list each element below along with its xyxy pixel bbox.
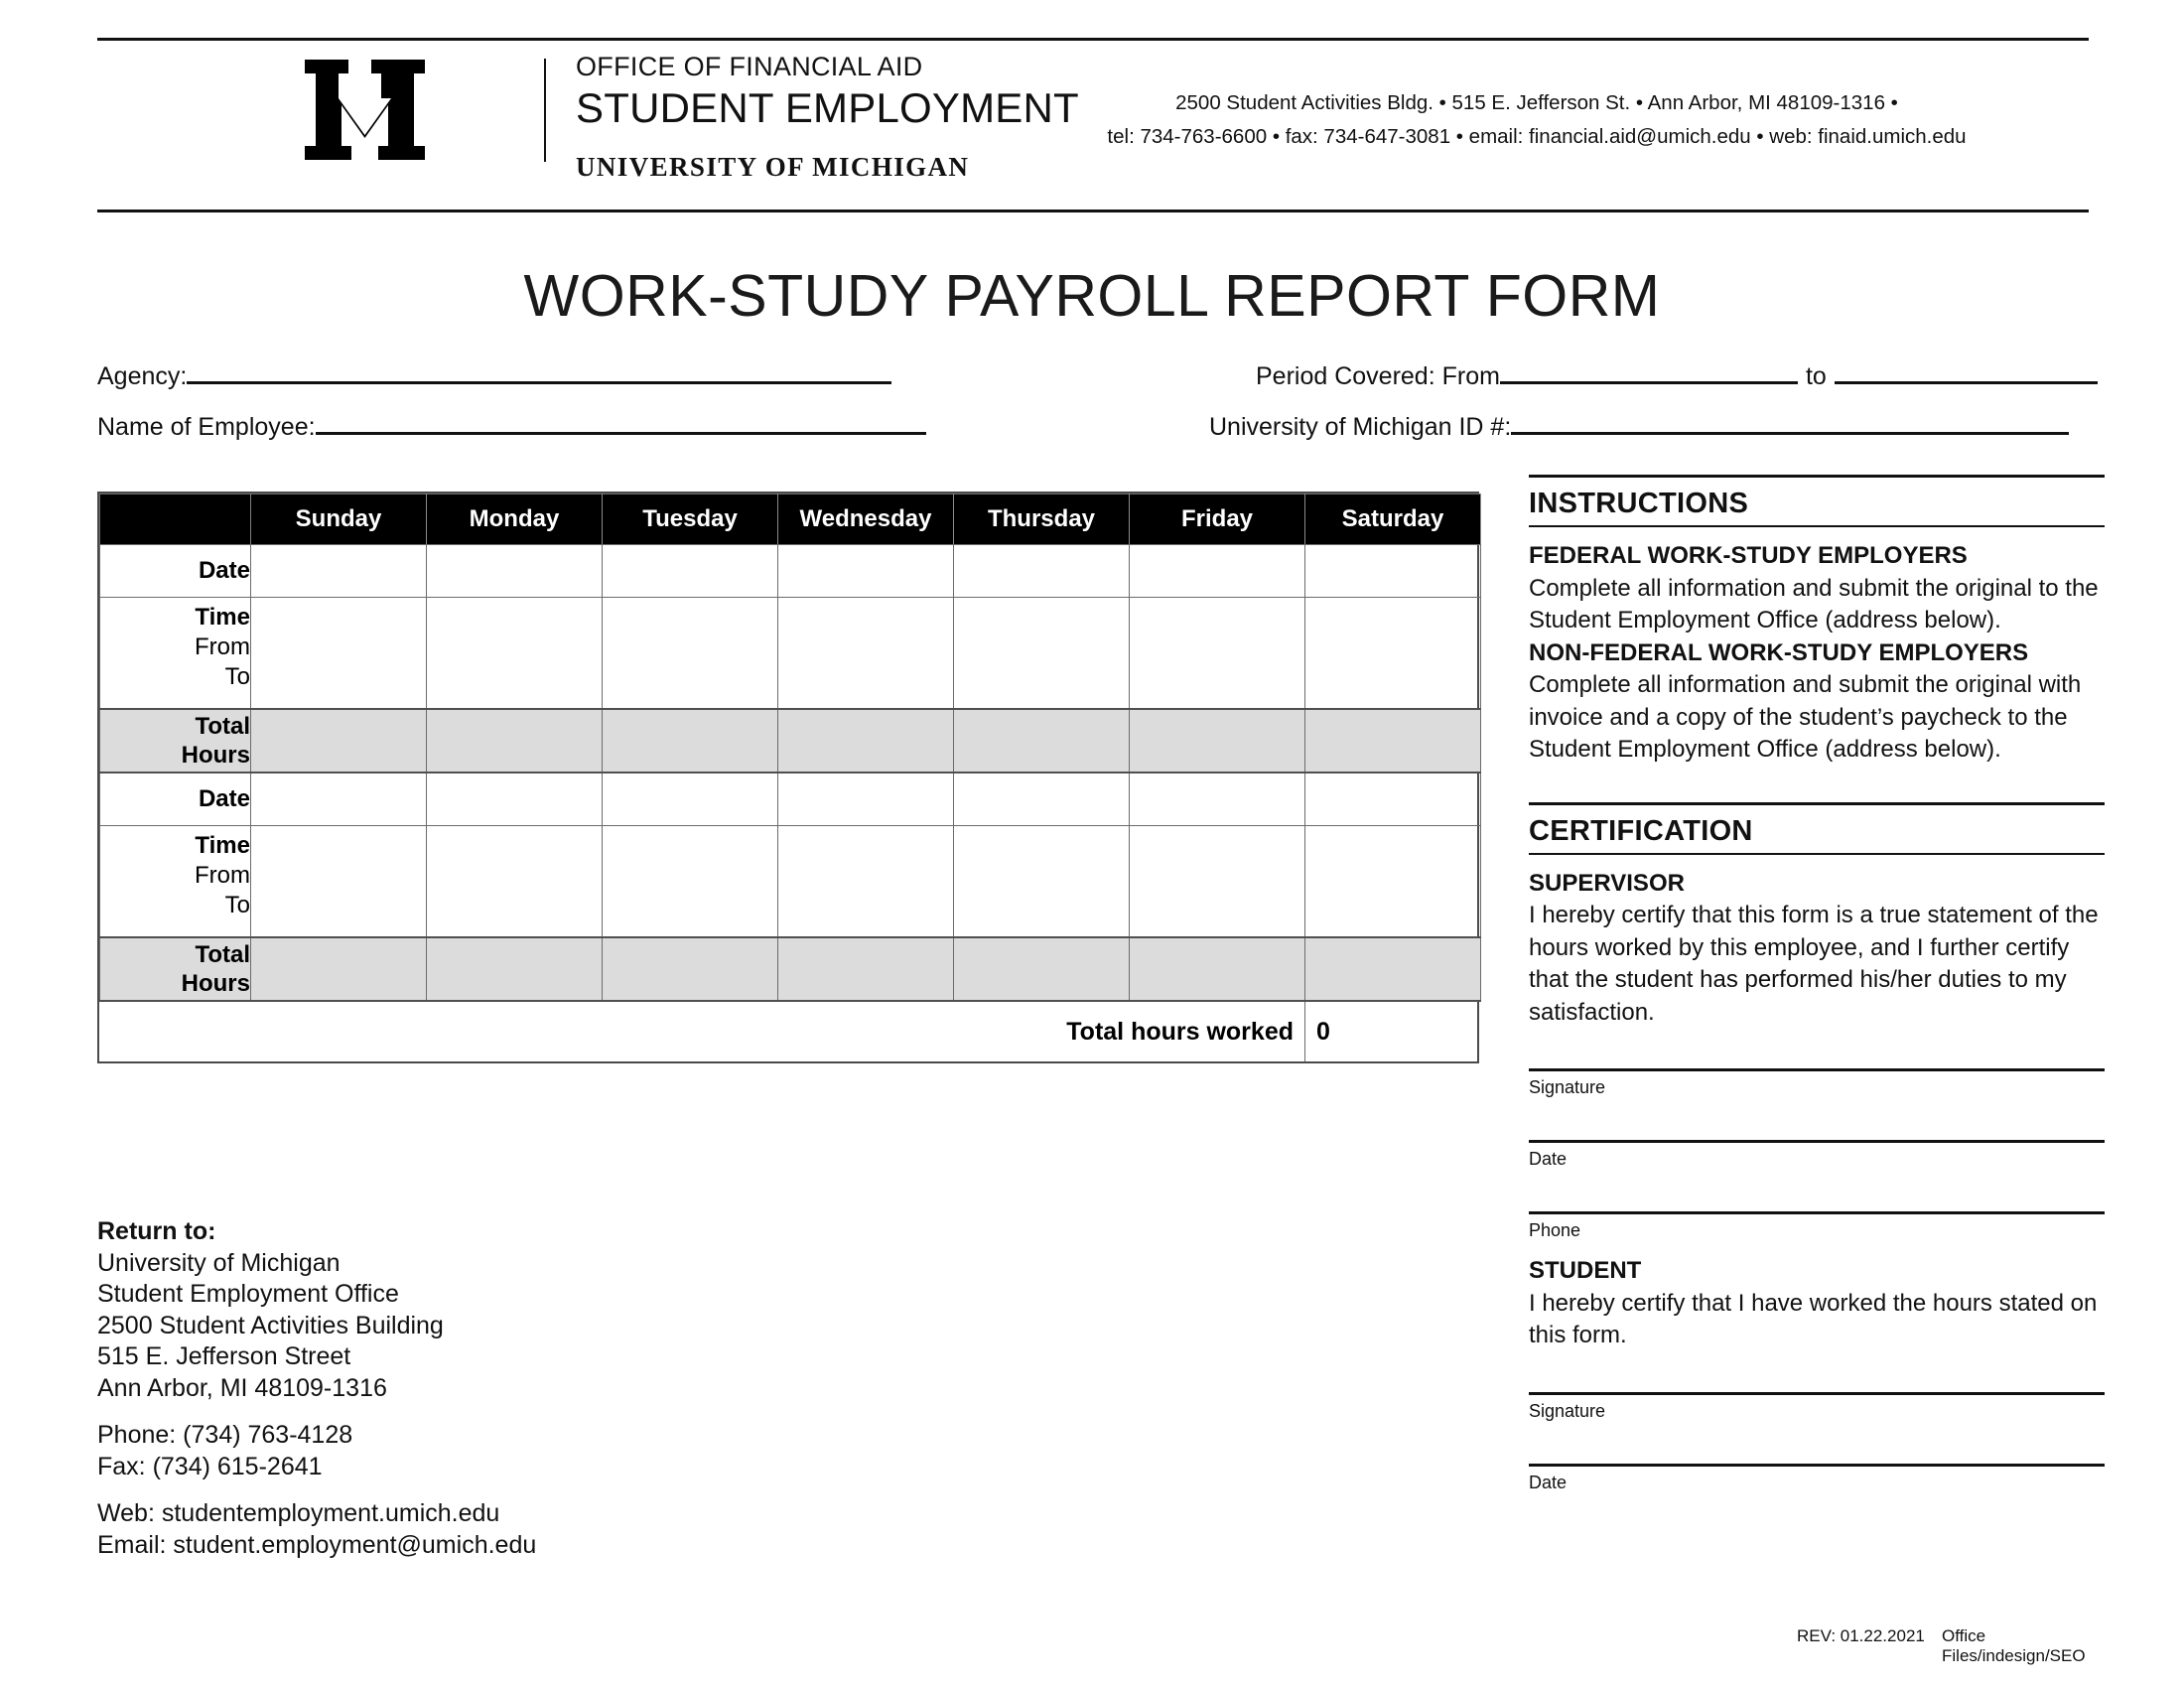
return-to-line-5: Ann Arbor, MI 48109-1316 [97, 1373, 387, 1402]
cell-week1-total-sunday[interactable] [251, 709, 427, 773]
federal-body: Complete all information and submit the original to the Student Employment Office (address below). [1529, 574, 2099, 633]
supervisor-date-field[interactable] [1529, 1140, 2105, 1172]
department-name: STUDENT EMPLOYMENT [576, 84, 1079, 131]
nonfederal-body: Complete all information and submit the original with invoice and a copy of the student’s paycheck to the Student Employment Office (address below). [1529, 671, 2082, 763]
umid-input[interactable] [1511, 406, 2069, 435]
cell-week1-date-sunday[interactable] [251, 545, 427, 598]
employee-name-field-row [97, 406, 926, 442]
time-label-week1: Time [195, 604, 250, 631]
university-name: UNIVERSITY OF MICHIGAN [576, 152, 970, 182]
cell-week2-date-friday[interactable] [1130, 773, 1305, 826]
table-row [100, 545, 1481, 598]
nonfederal-heading: NON-FEDERAL WORK-STUDY EMPLOYERS [1529, 638, 2029, 666]
cell-week2-total-thursday[interactable] [954, 937, 1130, 1001]
cell-week2-date-tuesday[interactable] [603, 773, 778, 826]
timesheet-header-row [100, 494, 1481, 545]
cell-week2-date-wednesday[interactable] [778, 773, 954, 826]
grand-total-label: Total hours worked [954, 1001, 1305, 1061]
student-signature-caption: Signature [1529, 1400, 1606, 1421]
return-to-line-3: 2500 Student Activities Building [97, 1311, 444, 1339]
row-label-date-week1: Date [100, 545, 251, 598]
cell-week1-time-thursday[interactable] [954, 598, 1130, 710]
office-name: OFFICE OF FINANCIAL AID [576, 52, 923, 81]
day-header-tuesday: Tuesday [603, 494, 778, 545]
student-body: I hereby certify that I have worked the hours stated on this form. [1529, 1289, 2098, 1348]
timesheet-corner-cell [100, 494, 251, 545]
period-label: Period Covered: From [1256, 362, 1500, 390]
cell-week2-time-sunday[interactable] [251, 826, 427, 938]
table-row [100, 773, 1481, 826]
cell-week2-total-friday[interactable] [1130, 937, 1305, 1001]
certification-section [1529, 802, 2105, 1495]
return-to-gap-2 [97, 1482, 792, 1498]
row-label-total-hours-week2 [100, 937, 251, 1001]
address-line: 2500 Student Activities Bldg. • 515 E. Jefferson St. • Ann Arbor, MI 48109-1316 • [1175, 91, 1898, 114]
period-field-row [1256, 355, 2098, 391]
right-panel [1529, 475, 2105, 1495]
hours-label-week1: Hours [181, 742, 250, 769]
cell-week2-time-saturday[interactable] [1305, 826, 1481, 938]
table-row [100, 598, 1481, 710]
cell-week1-total-saturday[interactable] [1305, 709, 1481, 773]
time-to-label-week1: To [224, 663, 250, 690]
day-header-saturday: Saturday [1305, 494, 1481, 545]
supervisor-phone-field[interactable] [1529, 1211, 2105, 1243]
agency-input[interactable] [187, 355, 891, 384]
table-row [100, 709, 1481, 773]
return-to-line-4: 515 E. Jefferson Street [97, 1342, 351, 1370]
timesheet [97, 492, 1479, 1063]
cell-week1-total-friday[interactable] [1130, 709, 1305, 773]
return-to-gap-1 [97, 1404, 792, 1420]
contact-line: tel: 734-763-6600 • fax: 734-647-3081 • email: financial.aid@umich.edu • web: finaid.umich.edu [1107, 125, 1967, 148]
cell-week1-time-tuesday[interactable] [603, 598, 778, 710]
row-label-total-hours-week1 [100, 709, 251, 773]
total-label-week2: Total [195, 941, 250, 968]
cell-week1-date-friday[interactable] [1130, 545, 1305, 598]
letterhead-divider [544, 59, 546, 162]
table-row [100, 826, 1481, 938]
day-header-monday: Monday [427, 494, 603, 545]
instructions-section [1529, 475, 2105, 767]
cell-week1-total-wednesday[interactable] [778, 709, 954, 773]
period-to-input[interactable] [1835, 355, 2098, 384]
day-header-sunday: Sunday [251, 494, 427, 545]
grand-total-row [100, 1001, 1481, 1061]
return-to-email[interactable]: Email: student.employment@umich.edu [97, 1530, 537, 1559]
time-from-label-week2: From [195, 862, 250, 889]
grand-total-value: 0 [1316, 1017, 1330, 1046]
cell-week2-time-friday[interactable] [1130, 826, 1305, 938]
table-row [100, 937, 1481, 1001]
return-to-block [97, 1216, 792, 1561]
student-heading: STUDENT [1529, 1257, 1642, 1284]
return-to-fax: Fax: (734) 615-2641 [97, 1452, 323, 1480]
letterhead [97, 38, 2089, 212]
day-header-thursday: Thursday [954, 494, 1130, 545]
total-label-week1: Total [195, 713, 250, 740]
time-label-week2: Time [195, 832, 250, 859]
cell-week2-date-sunday[interactable] [251, 773, 427, 826]
cell-week2-date-monday[interactable] [427, 773, 603, 826]
supervisor-signature-caption: Signature [1529, 1077, 1606, 1097]
student-signature-field[interactable] [1529, 1392, 2105, 1424]
cell-week1-time-friday[interactable] [1130, 598, 1305, 710]
cell-week1-date-wednesday[interactable] [778, 545, 954, 598]
cell-week2-total-sunday[interactable] [251, 937, 427, 1001]
cell-week2-total-saturday[interactable] [1305, 937, 1481, 1001]
cell-week2-total-monday[interactable] [427, 937, 603, 1001]
student-block [1529, 1243, 2105, 1352]
row-label-date-week2: Date [100, 773, 251, 826]
cell-week1-date-thursday[interactable] [954, 545, 1130, 598]
cell-week2-date-saturday[interactable] [1305, 773, 1481, 826]
cell-week1-date-tuesday[interactable] [603, 545, 778, 598]
cell-week2-total-wednesday[interactable] [778, 937, 954, 1001]
instructions-heading: INSTRUCTIONS [1529, 488, 1749, 519]
cell-week2-time-thursday[interactable] [954, 826, 1130, 938]
supervisor-block [1529, 855, 2105, 1030]
return-to-line-2: Student Employment Office [97, 1280, 399, 1308]
cell-week2-time-wednesday[interactable] [778, 826, 954, 938]
agency-field-row [97, 355, 891, 391]
revision-label: REV: 01.22.2021 [1797, 1626, 1925, 1645]
cell-week1-time-monday[interactable] [427, 598, 603, 710]
certification-heading: CERTIFICATION [1529, 814, 1753, 847]
cell-week1-total-tuesday[interactable] [603, 709, 778, 773]
return-to-line-1: University of Michigan [97, 1248, 341, 1277]
time-to-label-week2: To [224, 892, 250, 918]
row-label-time-week2 [100, 826, 251, 938]
employee-name-input[interactable] [316, 406, 926, 435]
row-label-time-week1 [100, 598, 251, 710]
instructions-body [1529, 527, 2105, 767]
day-header-wednesday: Wednesday [778, 494, 954, 545]
supervisor-body: I hereby certify that this form is a true statement of the hours worked by this employee, and I further certify that the student has performed his/her duties to my satisfaction. [1529, 902, 2099, 1026]
block-m-logo [303, 58, 427, 162]
time-from-label-week1: From [195, 633, 250, 660]
file-path-label: Office Files/indesign/SEO [1942, 1626, 2086, 1665]
cell-week1-date-saturday[interactable] [1305, 545, 1481, 598]
umid-field-row [1209, 406, 2069, 442]
supervisor-date-caption: Date [1529, 1149, 1568, 1169]
return-to-web[interactable]: Web: studentemployment.umich.edu [97, 1499, 500, 1527]
employee-name-label: Name of Employee: [97, 413, 316, 441]
cell-week2-date-thursday[interactable] [954, 773, 1130, 826]
cell-week1-time-saturday[interactable] [1305, 598, 1481, 710]
period-to-label: to [1805, 362, 1827, 390]
student-date-field[interactable] [1529, 1464, 2105, 1495]
page-title: WORK-STUDY PAYROLL REPORT FORM [523, 263, 1661, 329]
cell-week2-time-tuesday[interactable] [603, 826, 778, 938]
cell-week2-total-tuesday[interactable] [603, 937, 778, 1001]
hours-label-week2: Hours [181, 970, 250, 997]
agency-label: Agency: [97, 362, 188, 390]
cell-week1-time-wednesday[interactable] [778, 598, 954, 710]
cell-week1-total-thursday[interactable] [954, 709, 1130, 773]
supervisor-heading: SUPERVISOR [1529, 869, 1685, 897]
period-from-input[interactable] [1500, 355, 1798, 384]
return-to-heading: Return to: [97, 1217, 216, 1245]
federal-heading: FEDERAL WORK-STUDY EMPLOYERS [1529, 542, 1968, 569]
cell-week1-time-sunday[interactable] [251, 598, 427, 710]
grand-total-spacer [100, 1001, 954, 1061]
day-header-friday: Friday [1130, 494, 1305, 545]
supervisor-signature-field[interactable] [1529, 1068, 2105, 1100]
cell-week2-time-monday[interactable] [427, 826, 603, 938]
contact-block [1011, 86, 2063, 154]
cell-week1-total-monday[interactable] [427, 709, 603, 773]
supervisor-phone-caption: Phone [1529, 1220, 1581, 1240]
umid-label: University of Michigan ID #: [1209, 413, 1512, 441]
student-date-caption: Date [1529, 1472, 1568, 1492]
cell-week1-date-monday[interactable] [427, 545, 603, 598]
return-to-phone: Phone: (734) 763-4128 [97, 1421, 353, 1449]
